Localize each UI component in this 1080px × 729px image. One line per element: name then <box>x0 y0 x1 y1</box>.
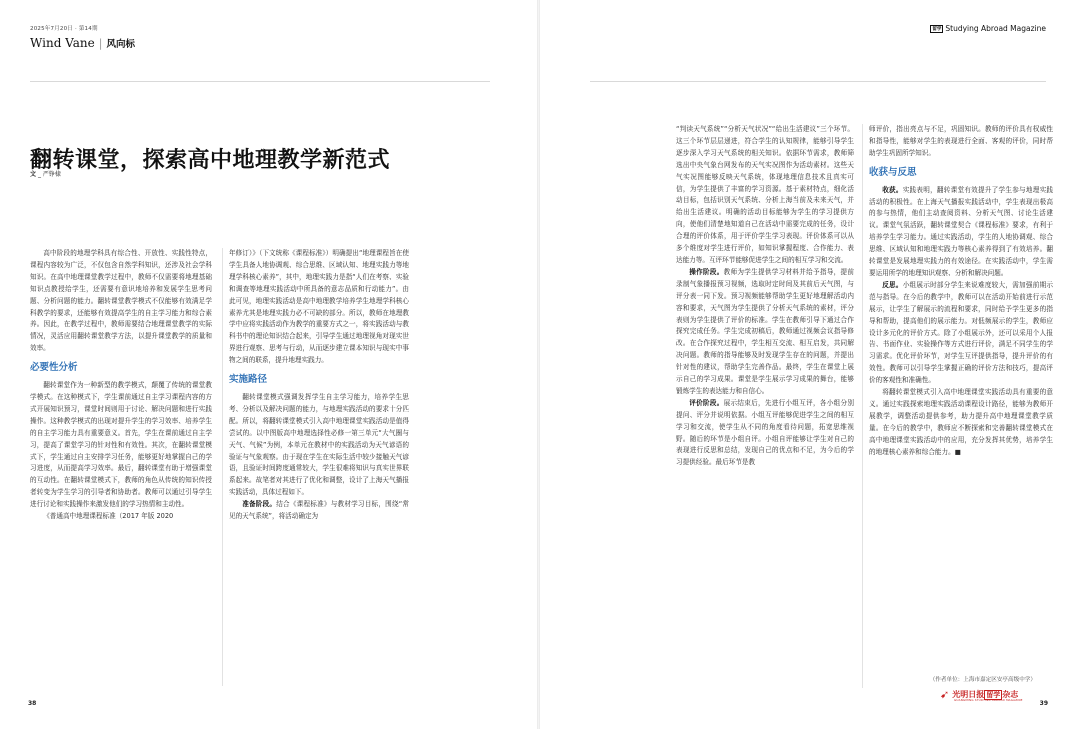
left-page <box>0 0 538 729</box>
paragraph: 高中阶段的地理学科具有综合性、开放性、实践性特点，课程内容较为广泛，不仅包含自然学科知识，还涉及社会学科知识。在高中地理课堂教学过程中，教师不仅需要将地理基础知识点教授给学生，还需要有意识地培养和发展学生思考问题、分析问题的能力。翻转课堂教学模式不仅能够有效满足学科教学的要求，还能够有效提高学生的自主学习能力和综合素养。因此，在教学过程中，教师需要结合地理课堂教学的实际情况，灵活应用翻转课堂教学方法，以提升课堂教学的质量和效率。 <box>30 249 212 353</box>
paragraph <box>869 280 1053 387</box>
runner-icon: ➹ <box>940 687 950 701</box>
author-affiliation: （作者单位：上海市嘉定区安亭高级中学） <box>929 677 1036 683</box>
page-number-right: 39 <box>1039 700 1048 707</box>
text-column-2 <box>222 248 409 686</box>
paragraph-text: 小组展示时部分学生来说难度较大，需加强前期示范与指导。在今后的教学中，教师可以在活动开始前进行示范展示，让学生了解展示的流程和要求，同时给予学生更多的指导和帮助，提高他们的展示能力。对低频展示的学生，教师应设计多元化的评价方式。除了小组展示外，还可以采用个人报告、书面作业、实验操作等方式进行评价，满足不同学生的学习需求。优化评价环节，对学生互评提供指导，提升评价的有效性。教师可以引导学生掌握正确的评价方法和技巧，提高评价的客观性和准确性。 <box>869 280 1053 385</box>
logo-text: 光明日报 <box>952 689 985 699</box>
author-name: 严铮棣 <box>42 171 61 178</box>
logo-subtitle: GUANGMING STUDYING ABROAD MAGAZINE <box>954 698 1023 702</box>
paragraph-text: 展示结束后，先进行小组互评，各小组分别提问、评分并说明依据。小组互评能够促进学生之间的相互学习和交流，使学生从不同的角度看待问题，拓宽思维视野。随后的环节是小组自评。小组自评能够让学生对自己的表现进行反思和总结，发现自己的优点和不足，为今后的学习提供经验。最后环节是教 <box>676 398 854 467</box>
header-rule <box>30 81 490 82</box>
issue-date: 2025年7月20日 · 第14期 <box>30 26 98 32</box>
byline <box>30 169 61 178</box>
logo-suffix: 杂志 <box>1002 689 1019 699</box>
article-title: 翻转课堂，探索高中地理教学新范式 <box>30 147 391 173</box>
text-column-4 <box>862 124 1053 688</box>
paragraph-lead: 操作阶段。 <box>689 267 724 276</box>
paragraph: “判读天气系统”“分析天气状况”“给出生活建议”三个环节。这三个环节层层递进，符合学生的认知规律，能够引导学生逐步深入学习天气系统的相关知识。依据环节需求，教师筛选出中央气象台网发布的天气实况图作为活动素材。这些天气实况图能够反映天气系统，体现地理信息技术且真实可信，为学生提供了丰富的学习资源。基于素材特点，细化活动目标，包括识别天气系统、分析上海当前及未来天气，并给出生活建议。明确的活动目标能够为学生的学习提供方向，使他们清楚地知道自己在活动中需要完成的任务，设计合理的评价体系，用于评价学生学习表现。评价体系可以从多个维度对学生进行评价，如知识掌握程度、合作能力、表达能力等。互评环节能够促进学生之间的相互学习和交流。 <box>676 125 854 264</box>
column-name-cn: 风向标 <box>106 39 135 50</box>
paragraph: 翻转课堂模式强调发挥学生自主学习能力，培养学生思考、分析以及解决问题的能力，与地理实践活动的要求十分匹配。所以，将翻转课堂模式引入高中地理课堂实践活动是值得尝试的。以中图版高中地理选择性必修一第三单元“大气圈与天气、气候”为例，本单元在教材中的实践活动为天气谚语的验证与气象观察。由于现在学生在实际生活中较少接触天气谚语，且验证时间跨度通常较大，学生很难将知识与真实世界联系起来。故笔者对其进行了优化和调整，设计了上海天气播报实践活动，具体过程如下。 <box>229 392 409 497</box>
paragraph: 师评价，指出亮点与不足，巩固知识。教师的评价具有权威性和指导性，能够对学生的表现进行全面、客观的评价，同时帮助学生巩固所学知识。 <box>869 125 1053 157</box>
paragraph <box>676 267 854 398</box>
column-name-en: Wind Vane <box>30 36 95 50</box>
publisher-logo <box>940 686 1036 702</box>
paragraph <box>229 499 409 523</box>
paragraph-text: 将翻转课堂模式引入高中地理课堂实践活动具有重要的意义。通过实践探索地理实践活动课程设计路径，能够为教师开展教学，调整活动提供参考，助力提升高中地理课堂教学质量。在今后的教学中，教师应不断探索和完善翻转课堂模式在高中地理课堂实践活动中的应用，充分发挥其优势，培养学生的地理核心素养和综合能力。 <box>869 388 1053 456</box>
paragraph: 年修订）》（下文统称《课程标准》）明确提出“地理课程旨在使学生具备人地协调观、综合思维、区域认知、地理实践力等地理学科核心素养”，其中，地理实践力是指“人们在考察、实验和调查等地理实践活动中所具备的意志品质和行动能力”。由此可见，地理实践活动是高中地理教学培养学生地理学科核心素养尤其是地理实践力必不可缺的部分。所以，教师在地理教学中应将实践活动作为教学的重要方式之一，将实践活动与教科书中的理论知识结合起来，引导学生通过地理视角对现实世界进行观察、思考与行动，从而逐步建立课本知识与现实中事物之间的联系，提升地理实践力。 <box>229 249 409 365</box>
paragraph-lead: 反思。 <box>882 280 903 289</box>
paragraph-lead: 收获。 <box>882 185 903 194</box>
section-heading: 实施路径 <box>229 374 268 386</box>
byline-label: 文 <box>30 171 37 178</box>
column-brand <box>30 36 135 50</box>
column-separator: | <box>98 37 103 50</box>
logo-mag: 留学 <box>986 690 1001 699</box>
section-heading: 收获与反思 <box>869 166 917 178</box>
magazine-mark: 留学 <box>932 27 942 32</box>
magazine-name <box>930 24 1046 33</box>
paragraph-text: 结合《课程标准》与教材学习目标，围绕“常见的天气系统”，将活动确定为 <box>229 500 409 521</box>
text-column-1 <box>30 248 212 686</box>
byline-separator: _ <box>37 171 41 178</box>
page-number-left: 38 <box>28 700 37 707</box>
section-heading: 必要性分析 <box>30 362 78 374</box>
paragraph-lead: 评价阶段。 <box>689 398 724 407</box>
magazine-title: Studying Abroad Magazine <box>945 24 1046 33</box>
paragraph <box>869 387 1053 458</box>
paragraph-text: 实践表明，翻转课堂有效提升了学生参与地理实践活动的积极性。在上海天气播报实践活动中，学生表现出极高的参与热情，他们主动查阅资料、分析天气图、讨论生活建议。课堂气氛活跃，翻转课堂契合《课程标准》要求，有利于培养学生学习能力。通过实践活动，学生的人地协调观、综合思维、区域认知和地理实践力等核心素养得到了有效培养。翻转课堂是发展地理实践力的有效途径。在实践活动中，学生需要运用所学的地理知识观察、分析和解决问题。 <box>869 185 1053 277</box>
paragraph: 翻转课堂作为一种新型的教学模式，颠覆了传统的课堂教学模式。在这种模式下，学生课前通过自主学习课程内容的方式开展知识预习，课堂时间则用于讨论、解决问题和进行实践操作。这种教学模式的出现对提升学生的学习效率、培养学生的自主学习能力具有重要意义。首先，学生在课前通过自主学习，提高了课堂学习的针对性和有效性。其次，在翻转课堂模式下，学生通过自主安排学习任务，能够更好地掌握自己的学习进度，从而提高学习效率。最后，翻转课堂有助于增强课堂的互动性。在翻转课堂模式下，教师的角色从传统的知识传授者转变为学生学习的引导者和协助者。教师可以通过引导学生进行讨论和实践操作来激发他们的学习热情和主动性。 <box>30 381 212 509</box>
text-column-3 <box>676 124 854 688</box>
end-mark-icon: ■ <box>954 447 961 456</box>
paragraph: 《普通高中地理课程标准（2017 年版 2020 <box>43 512 174 521</box>
header-rule <box>590 81 1046 82</box>
paragraph-lead: 准备阶段。 <box>242 500 277 509</box>
paragraph <box>676 398 854 469</box>
paragraph <box>869 185 1053 280</box>
paragraph-text: 教师为学生提供学习材料并给予指导，提前录制气象播报预习视频，选取时定时间及其前后天气图，与评分表一同下发。预习视频能够帮助学生更好地理解活动内容和要求，天气图为学生提供了分析天气系统的素材，评分表则为学生提供了评价的标准。学生在教师引导下通过合作探究完成任务。学生完成初稿后，教师通过视频会议指导修改。在合作探究过程中，学生相互交流、相互启发，共同解决问题。教师的指导能够及时发现学生存在的问题，并提出针对性的建议，帮助学生完善作品。最终，学生在课堂上展示自己的学习成果。课堂是学生展示学习成果的舞台，能够锻炼学生的表达能力和自信心。 <box>676 267 854 395</box>
